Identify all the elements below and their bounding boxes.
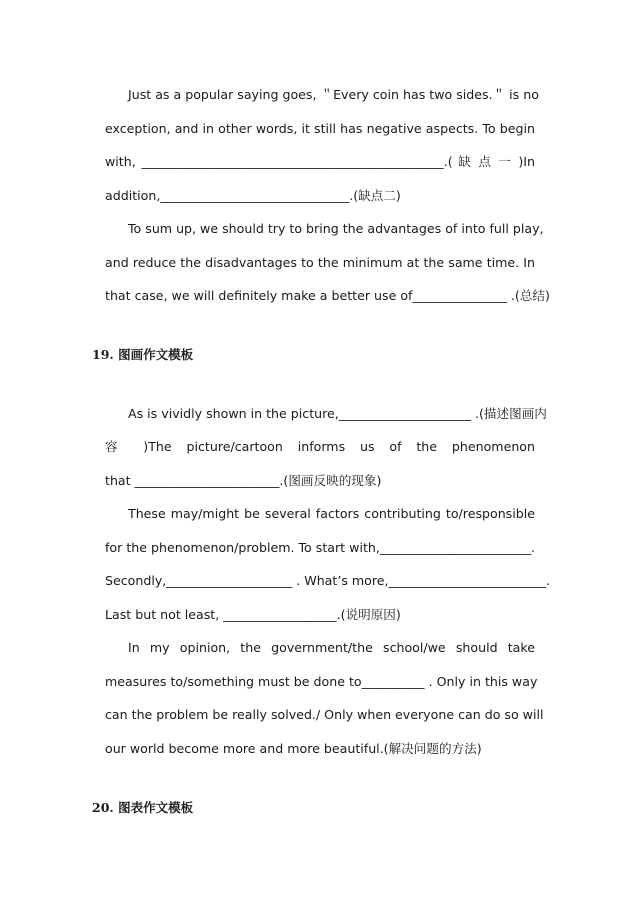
section-heading-20: 20. 图表作文模板: [92, 800, 194, 815]
paragraph-line: In my opinion, the government/the school/we should take: [128, 640, 535, 655]
paragraph-line: that _______________________.(图画反映的现象): [105, 473, 382, 488]
paragraph-line: our world become more and more beautiful.(解决问题的方法): [105, 741, 482, 756]
paragraph-line: for the phenomenon/problem. To start with,________________________.: [105, 540, 535, 555]
paragraph-line: Secondly,____________________ . What’s more,_________________________.: [105, 573, 550, 588]
paragraph-line: 容 )The picture/cartoon informs us of the phenomenon: [105, 439, 535, 454]
paragraph-line: To sum up, we should try to bring the advantages of into full play,: [128, 221, 544, 236]
paragraph-line: As is vividly shown in the picture,_____________________ .(描述图画内: [128, 406, 547, 421]
paragraph-line: addition,______________________________.(缺点二): [105, 188, 401, 203]
paragraph-line: can the problem be really solved./ Only when everyone can do so will: [105, 707, 544, 722]
paragraph-line: and reduce the disadvantages to the minimum at the same time. In: [105, 255, 535, 270]
paragraph-line: with, ________________________________________________.( 缺 点 一 )In: [105, 154, 535, 169]
paragraph-line: Last but not least, __________________.(说明原因): [105, 607, 401, 622]
paragraph-line: Just as a popular saying goes, ＂Every coin has two sides.＂ is no: [128, 87, 539, 102]
paragraph-line: exception, and in other words, it still has negative aspects. To begin: [105, 121, 535, 136]
paragraph-line: that case, we will definitely make a better use of_______________ .(总结): [105, 288, 550, 303]
paragraph-line: These may/might be several factors contributing to/responsible: [128, 506, 535, 521]
paragraph-line: measures to/something must be done to__________ . Only in this way: [105, 674, 538, 689]
section-heading-19: 19. 图画作文模板: [92, 347, 194, 362]
